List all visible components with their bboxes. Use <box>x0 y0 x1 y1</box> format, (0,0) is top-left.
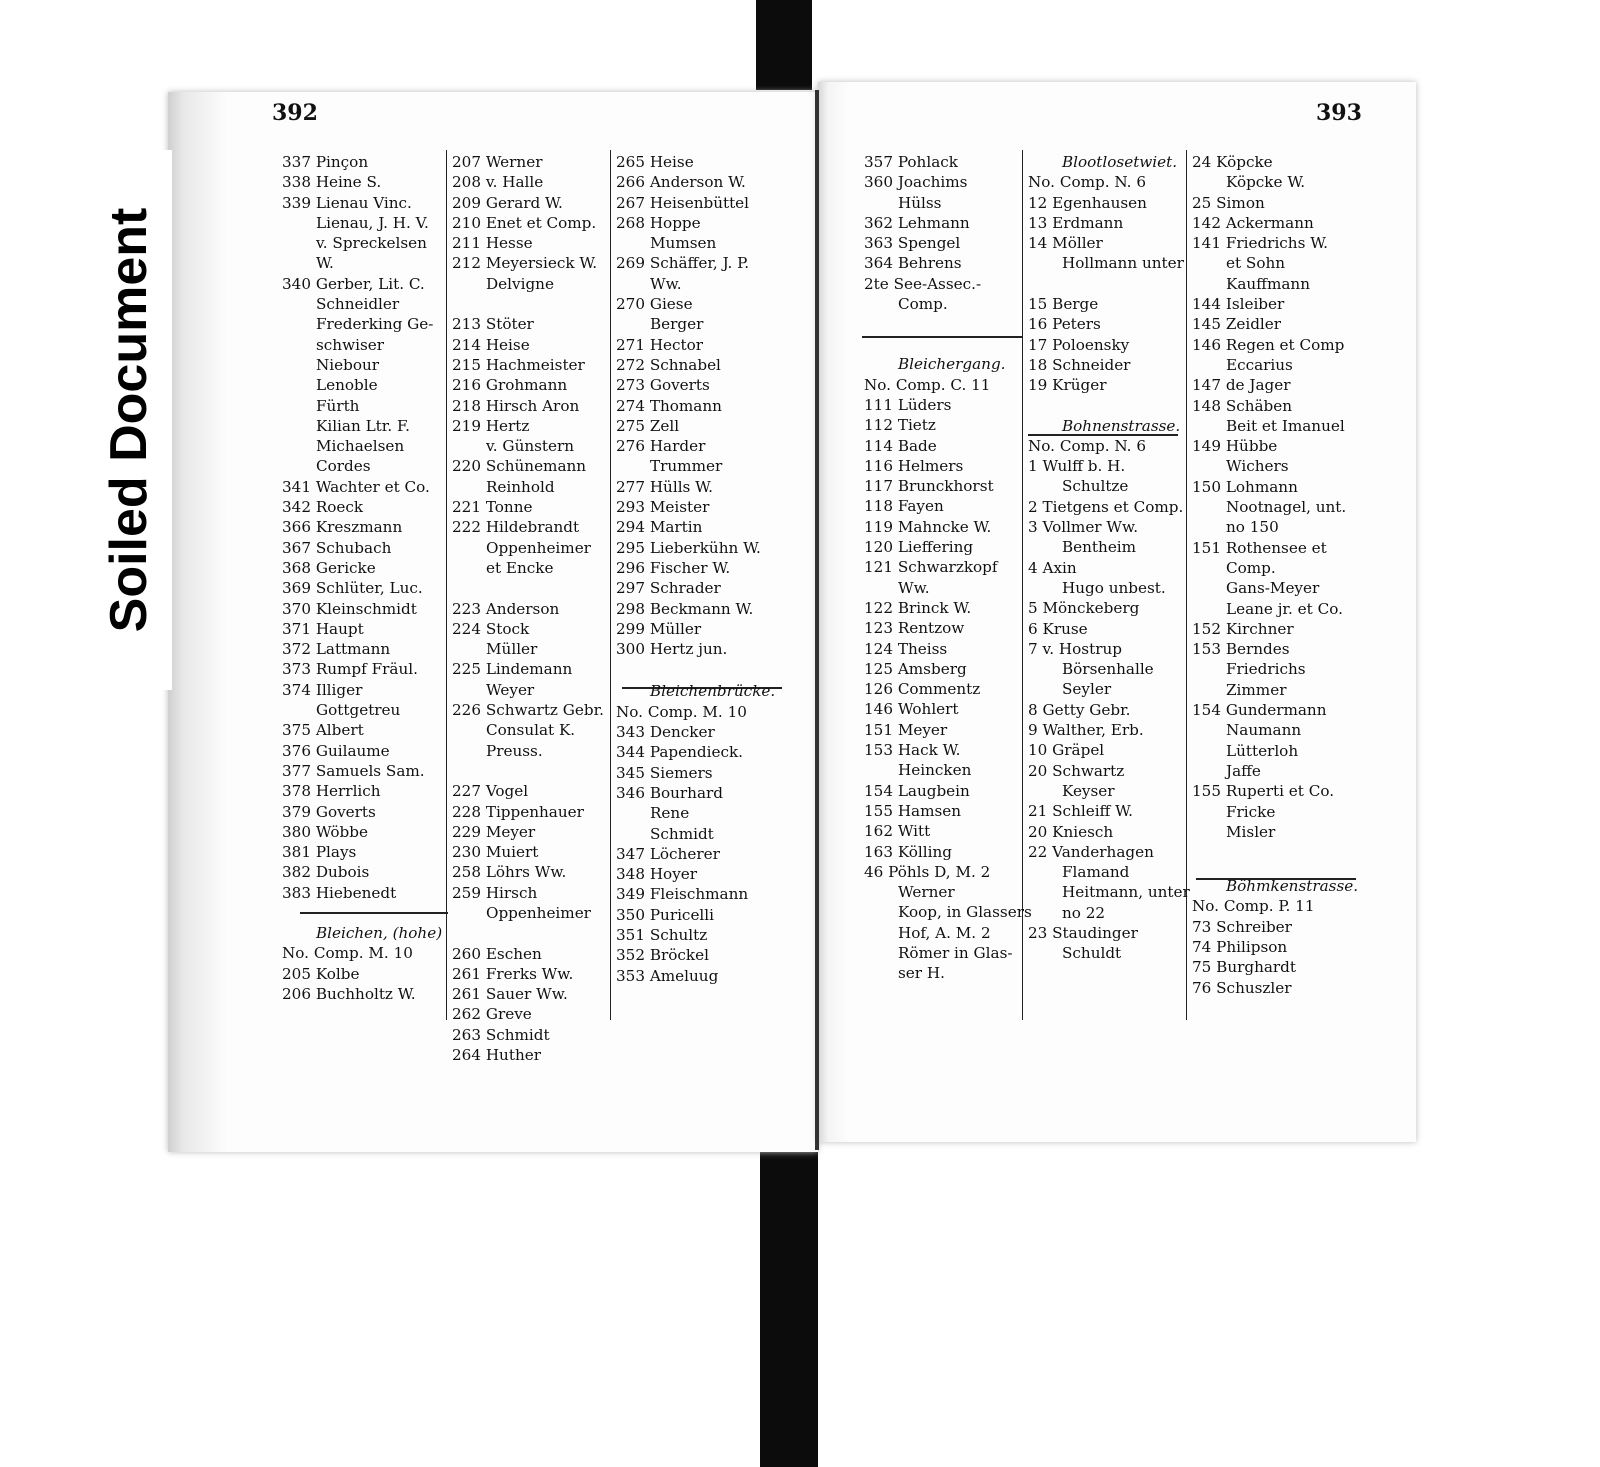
directory-entry: 269 Schäffer, J. P. <box>616 254 750 273</box>
left-page-number: 392 <box>272 100 318 126</box>
directory-entry: Frederking Ge- <box>316 315 434 334</box>
directory-entry: 379 Goverts <box>282 802 376 821</box>
directory-entry: Preuss. <box>486 741 543 760</box>
column-rule <box>610 150 611 1020</box>
directory-entry: 205 Kolbe <box>282 964 360 983</box>
directory-entry: 264 Huther <box>452 1046 541 1065</box>
left-column-3 <box>616 152 786 986</box>
binding-strip-bottom <box>760 1140 818 1467</box>
directory-entry: 112 Tietz <box>864 416 936 435</box>
directory-entry: 272 Schnabel <box>616 355 721 374</box>
directory-entry <box>1028 274 1184 294</box>
directory-entry: Schultze <box>1062 477 1129 496</box>
directory-entry: Lienau, J. H. V. <box>316 213 429 232</box>
directory-entry: 118 Fayen <box>864 497 944 516</box>
directory-entry: 271 Hector <box>616 335 704 354</box>
directory-entry: 295 Lieberkühn W. <box>616 538 761 557</box>
directory-entry: 148 Schäben <box>1192 396 1293 415</box>
directory-entry: 154 Laugbein <box>864 781 970 800</box>
soiled-document-stamp <box>86 150 172 690</box>
directory-entry: 2 Tietgens et Comp. <box>1028 497 1184 516</box>
directory-entry: 376 Guilaume <box>282 741 390 760</box>
directory-entry: 221 Tonne <box>452 498 533 517</box>
directory-entry: 20 Schwartz <box>1028 761 1125 780</box>
directory-entry: 353 Ameluug <box>616 966 719 985</box>
directory-entry: 368 Gericke <box>282 558 376 577</box>
section-spacer <box>282 903 442 923</box>
street-heading: Bohnenstrasse. <box>1062 416 1181 435</box>
directory-entry: 339 Lienau Vinc. <box>282 193 412 212</box>
directory-entry: 19 Krüger <box>1028 376 1107 395</box>
directory-entry: 163 Kölling <box>864 842 952 861</box>
directory-entry: Kilian Ltr. F. <box>316 416 411 435</box>
directory-entry: 20 Kniesch <box>1028 822 1114 841</box>
directory-entry: Delvigne <box>486 274 554 293</box>
column-rule <box>446 150 447 1020</box>
directory-entry: Werner <box>898 883 955 902</box>
directory-entry: 141 Friedrichs W. <box>1192 234 1328 253</box>
directory-entry: 383 Hiebenedt <box>282 883 397 902</box>
directory-entry: 15 Berge <box>1028 295 1099 314</box>
directory-entry: Niebour <box>316 355 380 374</box>
directory-entry: Keyser <box>1062 781 1115 800</box>
directory-entry: 145 Zeidler <box>1192 315 1282 334</box>
directory-entry: Schneidler <box>316 295 400 314</box>
section-spacer <box>1028 396 1184 416</box>
directory-entry: 74 Philipson <box>1192 937 1288 956</box>
directory-entry: 340 Gerber, Lit. C. <box>282 274 425 293</box>
directory-entry: 374 Illiger <box>282 680 363 699</box>
directory-entry: 212 Meyersieck W. <box>452 254 598 273</box>
directory-entry: Köpcke W. <box>1226 173 1306 192</box>
directory-entry: 263 Schmidt <box>452 1025 550 1044</box>
directory-entry: v. Spreckelsen <box>316 234 427 253</box>
directory-entry: 24 Köpcke <box>1192 153 1273 171</box>
left-column-1 <box>282 152 442 1004</box>
directory-entry: 261 Sauer Ww. <box>452 985 568 1004</box>
directory-entry: 126 Commentz <box>864 680 981 699</box>
directory-entry: Müller <box>486 640 538 659</box>
directory-entry: 360 Joachims <box>864 173 968 192</box>
directory-entry: 265 Heise <box>616 153 694 171</box>
street-heading: Böhmkenstrasse. <box>1226 877 1359 896</box>
directory-entry: 214 Heise <box>452 335 530 354</box>
directory-entry: 216 Grohmann <box>452 376 568 395</box>
directory-entry: 362 Lehmann <box>864 213 970 232</box>
directory-entry: 123 Rentzow <box>864 619 965 638</box>
directory-entry: v. Günstern <box>486 437 575 456</box>
directory-entry <box>452 761 608 781</box>
directory-entry: 343 Dencker <box>616 723 715 742</box>
directory-entry: 363 Spengel <box>864 234 961 253</box>
directory-entry: 120 Lieffering <box>864 538 974 557</box>
directory-entry: 149 Hübbe <box>1192 437 1278 456</box>
directory-entry: 10 Gräpel <box>1028 741 1105 760</box>
directory-entry: W. <box>316 254 334 273</box>
directory-entry: 8 Getty Gebr. <box>1028 700 1131 719</box>
directory-entry: 4 Axin <box>1028 558 1077 577</box>
right-column-2 <box>1028 152 1190 964</box>
directory-entry: Lütterloh <box>1226 741 1299 760</box>
directory-entry: 151 Rothensee et <box>1192 538 1327 557</box>
directory-entry: 224 Stock <box>452 619 530 638</box>
directory-entry: 3 Vollmer Ww. <box>1028 518 1139 537</box>
directory-entry: 351 Schultz <box>616 925 708 944</box>
directory-entry: Seyler <box>1062 680 1112 699</box>
directory-entry: no 150 <box>1226 518 1279 537</box>
directory-entry: 228 Tippenhauer <box>452 802 584 821</box>
directory-entry: 230 Muiert <box>452 843 539 862</box>
directory-entry: Römer in Glas- <box>898 943 1013 962</box>
directory-entry: et Sohn <box>1226 254 1286 273</box>
directory-entry: Bentheim <box>1062 538 1137 557</box>
directory-entry: Oppenheimer <box>486 903 591 922</box>
directory-entry: 219 Hertz <box>452 416 530 435</box>
directory-entry: 367 Schubach <box>282 538 392 557</box>
directory-entry: Trummer <box>650 457 723 476</box>
directory-entry: 142 Ackermann <box>1192 213 1314 232</box>
directory-entry: 147 de Jager <box>1192 376 1291 395</box>
left-column-2 <box>452 152 608 1065</box>
directory-entry: 210 Enet et Comp. <box>452 213 597 232</box>
street-heading: Blootlosetwiet. <box>1062 153 1178 171</box>
column-header: No. Comp. N. 6 <box>1028 436 1146 455</box>
directory-entry: 14 Möller <box>1028 234 1103 253</box>
directory-entry: 222 Hildebrandt <box>452 518 580 537</box>
directory-entry: Zimmer <box>1226 680 1287 699</box>
directory-entry: 366 Kreszmann <box>282 518 403 537</box>
section-spacer <box>864 314 1020 354</box>
directory-entry: no 22 <box>1062 903 1106 922</box>
column-header: No. Comp. C. 11 <box>864 375 991 394</box>
directory-entry: 76 Schuszler <box>1192 978 1292 997</box>
directory-entry: 371 Haupt <box>282 619 364 638</box>
directory-entry: 125 Amsberg <box>864 659 967 678</box>
directory-entry: 225 Lindemann <box>452 660 573 679</box>
directory-entry: Consulat K. <box>486 721 576 740</box>
directory-entry: 208 v. Halle <box>452 173 544 192</box>
directory-entry: 116 Helmers <box>864 456 964 475</box>
directory-entry: 220 Schünemann <box>452 457 587 476</box>
directory-entry: et Encke <box>486 558 554 577</box>
directory-entry <box>452 923 608 943</box>
directory-entry: Michaelsen <box>316 437 405 456</box>
directory-entry: 124 Theiss <box>864 639 948 658</box>
directory-entry: 119 Mahncke W. <box>864 517 992 536</box>
directory-entry: 207 Werner <box>452 153 543 171</box>
street-heading: Bleichen, (hohe) <box>316 923 443 942</box>
directory-entry: Ww. <box>650 274 682 293</box>
stamp-label: Soiled Document <box>100 207 158 633</box>
directory-entry: 299 Müller <box>616 619 702 638</box>
directory-entry: 350 Puricelli <box>616 905 714 924</box>
directory-entry: Wichers <box>1226 457 1289 476</box>
directory-entry: Oppenheimer <box>486 538 591 557</box>
street-heading: Bleichenbrücke. <box>650 682 776 701</box>
directory-entry: Hof, A. M. 2 <box>898 923 991 942</box>
directory-entry: Leane jr. et Co. <box>1226 599 1343 618</box>
directory-entry: 122 Brinck W. <box>864 598 972 617</box>
directory-entry: 162 Witt <box>864 822 931 841</box>
directory-entry: 117 Brunckhorst <box>864 477 994 496</box>
directory-entry: Hülss <box>898 193 942 212</box>
directory-entry: 16 Peters <box>1028 315 1101 334</box>
directory-entry: 146 Wohlert <box>864 700 959 719</box>
directory-entry: Mumsen <box>650 234 717 253</box>
directory-entry: 2te See-Assec.- <box>864 274 982 293</box>
directory-entry: Nootnagel, unt. <box>1226 498 1347 517</box>
directory-entry: 300 Hertz jun. <box>616 640 728 659</box>
binding-strip-top <box>756 0 812 90</box>
directory-entry: Cordes <box>316 457 371 476</box>
directory-entry: 209 Gerard W. <box>452 193 563 212</box>
directory-entry: Eccarius <box>1226 355 1293 374</box>
directory-entry: 226 Schwartz Gebr. <box>452 701 605 720</box>
directory-entry: 380 Wöbbe <box>282 822 368 841</box>
directory-entry: 364 Behrens <box>864 254 962 273</box>
directory-entry: Ww. <box>898 578 930 597</box>
directory-entry: Kauffmann <box>1226 274 1310 293</box>
directory-entry: 144 Isleiber <box>1192 295 1285 314</box>
directory-entry: 218 Hirsch Aron <box>452 396 580 415</box>
column-header: No. Comp. N. 6 <box>1028 173 1146 192</box>
directory-entry: 370 Kleinschmidt <box>282 599 417 618</box>
directory-entry: 18 Schneider <box>1028 355 1131 374</box>
directory-entry: 152 Kirchner <box>1192 619 1294 638</box>
directory-entry: 5 Mönckeberg <box>1028 599 1140 618</box>
directory-entry: 206 Buchholtz W. <box>282 984 416 1003</box>
directory-entry: 338 Heine S. <box>282 173 382 192</box>
directory-entry: 294 Martin <box>616 518 703 537</box>
directory-entry: 146 Regen et Comp <box>1192 335 1345 354</box>
directory-entry: Schmidt <box>650 824 714 843</box>
column-header: No. Comp. P. 11 <box>1192 897 1315 916</box>
directory-entry: 262 Greve <box>452 1005 532 1024</box>
directory-entry: 298 Beckmann W. <box>616 599 754 618</box>
directory-entry: Heincken <box>898 761 972 780</box>
directory-entry: 258 Löhrs Ww. <box>452 863 567 882</box>
column-rule <box>1022 150 1023 1020</box>
directory-entry: 261 Frerks Ww. <box>452 964 574 983</box>
column-header: No. Comp. M. 10 <box>616 702 747 721</box>
directory-entry: 229 Meyer <box>452 822 536 841</box>
directory-entry: 215 Hachmeister <box>452 355 585 374</box>
directory-entry: 268 Hoppe <box>616 213 701 232</box>
directory-entry: 345 Siemers <box>616 763 713 782</box>
directory-entry: 352 Bröckel <box>616 946 709 965</box>
directory-entry <box>452 294 608 314</box>
directory-entry: 381 Plays <box>282 843 357 862</box>
directory-entry: 372 Lattmann <box>282 640 391 659</box>
directory-entry: Lenoble <box>316 376 378 395</box>
directory-entry: 73 Schreiber <box>1192 917 1292 936</box>
directory-entry: 150 Lohmann <box>1192 477 1298 496</box>
directory-entry: Schuldt <box>1062 944 1122 963</box>
column-header: No. Comp. M. 10 <box>282 944 413 963</box>
directory-entry: 6 Kruse <box>1028 619 1088 638</box>
directory-entry: 114 Bade <box>864 436 937 455</box>
directory-entry: 121 Schwarzkopf <box>864 558 998 577</box>
directory-entry: 275 Zell <box>616 416 680 435</box>
directory-entry: Friedrichs <box>1226 660 1306 679</box>
directory-entry: 1 Wulff b. H. <box>1028 457 1126 476</box>
directory-entry: 153 Hack W. <box>864 741 961 760</box>
directory-entry: 342 Roeck <box>282 498 364 517</box>
directory-entry: Hugo unbest. <box>1062 578 1166 597</box>
directory-entry: 349 Fleischmann <box>616 885 749 904</box>
directory-entry: 46 Pöhls D, M. 2 <box>864 862 991 881</box>
directory-entry: 346 Bourhard <box>616 783 723 802</box>
directory-entry: Berger <box>650 315 704 334</box>
directory-entry: 21 Schleiff W. <box>1028 802 1133 821</box>
section-spacer <box>616 659 786 681</box>
street-heading: Bleichergang. <box>898 355 1006 374</box>
directory-entry: 227 Vogel <box>452 782 529 801</box>
directory-entry: 277 Hülls W. <box>616 477 713 496</box>
right-page-number: 393 <box>1316 100 1362 126</box>
directory-entry: 155 Ruperti et Co. <box>1192 782 1335 801</box>
directory-entry: Flamand <box>1062 863 1130 882</box>
directory-entry: ser H. <box>898 964 945 983</box>
directory-entry: Comp. <box>898 295 948 314</box>
directory-entry: 12 Egenhausen <box>1028 193 1147 212</box>
directory-entry: Reinhold <box>486 477 555 496</box>
directory-entry: 153 Berndes <box>1192 640 1290 659</box>
directory-entry: Beit et Imanuel <box>1226 416 1345 435</box>
directory-entry: 25 Simon <box>1192 193 1265 212</box>
directory-entry: 267 Heisenbüttel <box>616 193 750 212</box>
directory-entry: Gottgetreu <box>316 701 401 720</box>
directory-entry: Comp. <box>1226 558 1276 577</box>
directory-entry: 369 Schlüter, Luc. <box>282 579 423 598</box>
directory-entry: Koop, in Glassers <box>898 903 1032 922</box>
directory-entry: 337 Pinçon <box>282 153 369 171</box>
directory-entry: Fürth <box>316 396 360 415</box>
directory-entry: 75 Burghardt <box>1192 958 1296 977</box>
directory-entry: 7 v. Hostrup <box>1028 639 1122 658</box>
directory-entry: 273 Goverts <box>616 376 710 395</box>
directory-entry: 348 Hoyer <box>616 865 698 884</box>
directory-entry: 154 Gundermann <box>1192 701 1327 720</box>
directory-entry: Heitmann, unter <box>1062 883 1190 902</box>
directory-entry: 297 Schrader <box>616 579 721 598</box>
directory-entry: Fricke <box>1226 802 1276 821</box>
directory-entry: 151 Meyer <box>864 720 948 739</box>
directory-entry: 341 Wachter et Co. <box>282 477 430 496</box>
directory-entry: 223 Anderson <box>452 599 560 618</box>
directory-entry: Rene <box>650 804 690 823</box>
directory-entry: 155 Hamsen <box>864 801 962 820</box>
directory-entry: 357 Pohlack <box>864 153 958 171</box>
directory-entry: 375 Albert <box>282 721 364 740</box>
directory-entry: 260 Eschen <box>452 944 542 963</box>
directory-entry: 9 Walther, Erb. <box>1028 721 1144 740</box>
directory-entry: Weyer <box>486 680 535 699</box>
directory-entry: Jaffe <box>1226 761 1261 780</box>
directory-entry: Gans-Meyer <box>1226 579 1320 598</box>
section-spacer <box>1192 842 1362 876</box>
directory-entry: 211 Hesse <box>452 234 533 253</box>
directory-entry: 17 Poloensky <box>1028 335 1130 354</box>
directory-entry: Börsenhalle <box>1062 660 1154 679</box>
directory-entry: 22 Vanderhagen <box>1028 842 1154 861</box>
directory-entry: 373 Rumpf Fräul. <box>282 660 418 679</box>
directory-entry: 13 Erdmann <box>1028 213 1124 232</box>
directory-entry: schwiser <box>316 335 384 354</box>
directory-entry: 259 Hirsch <box>452 883 538 902</box>
directory-entry: 270 Giese <box>616 295 693 314</box>
directory-entry: 382 Dubois <box>282 863 370 882</box>
directory-entry: 213 Stöter <box>452 315 534 334</box>
directory-entry: 293 Meister <box>616 498 710 517</box>
directory-entry: 296 Fischer W. <box>616 558 731 577</box>
directory-entry: Misler <box>1226 822 1276 841</box>
directory-entry: 266 Anderson W. <box>616 173 746 192</box>
right-column-1 <box>864 152 1032 984</box>
directory-entry: 274 Thomann <box>616 396 722 415</box>
right-column-3 <box>1192 152 1362 998</box>
directory-entry: 377 Samuels Sam. <box>282 761 425 780</box>
directory-entry: 23 Staudinger <box>1028 923 1138 942</box>
book-gutter <box>815 90 819 1150</box>
directory-entry: 111 Lüders <box>864 395 952 414</box>
directory-entry: 347 Löcherer <box>616 844 720 863</box>
directory-entry <box>452 578 608 598</box>
directory-entry: 276 Harder <box>616 437 706 456</box>
directory-entry: 378 Herrlich <box>282 782 381 801</box>
directory-entry: Hollmann unter <box>1062 254 1184 273</box>
directory-entry: Naumann <box>1226 721 1302 740</box>
directory-entry: 344 Papendieck. <box>616 743 744 762</box>
